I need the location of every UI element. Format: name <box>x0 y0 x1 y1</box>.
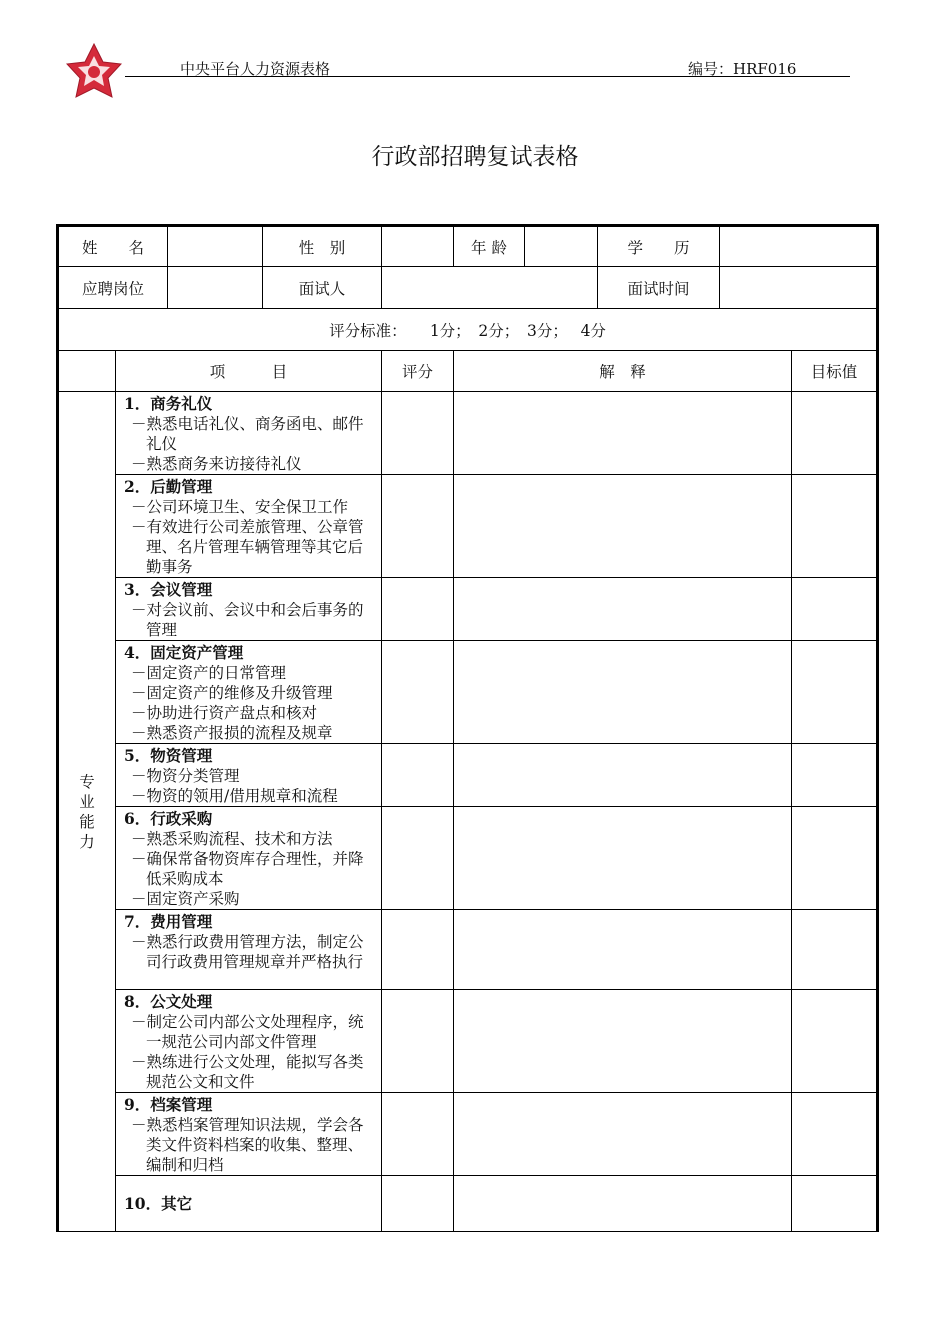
score-cell[interactable] <box>382 744 454 807</box>
category-header-blank <box>58 351 116 392</box>
item-title: 9．档案管理 <box>124 1095 213 1114</box>
item-bullet: －熟悉电话礼仪、商务函电、邮件礼仪 <box>131 415 364 453</box>
item-bullet: －固定资产的维修及升级管理 <box>131 684 333 702</box>
time-value[interactable] <box>720 267 878 309</box>
score-cell[interactable] <box>382 990 454 1093</box>
target-cell[interactable] <box>792 744 878 807</box>
column-score: 评分 <box>382 351 454 392</box>
item-bullet: －熟悉档案管理知识法规，学会各类文件资料档案的收集、整理、编制和归档 <box>131 1116 364 1174</box>
item-bullet: －公司环境卫生、安全保卫工作 <box>131 498 349 516</box>
item-title: 4．固定资产管理 <box>124 643 244 662</box>
score-cell[interactable] <box>382 807 454 910</box>
score-cell[interactable] <box>382 392 454 475</box>
explain-cell[interactable] <box>454 807 792 910</box>
item-bullet: －熟悉采购流程、技术和方法 <box>131 830 333 848</box>
item-cell <box>116 1093 382 1176</box>
item-bullet: －熟练进行公文处理，能拟写各类规范公文和文件 <box>131 1053 364 1091</box>
age-value[interactable] <box>525 226 598 267</box>
name-label: 姓 名 <box>58 226 168 267</box>
item-cell <box>116 641 382 744</box>
item-cell <box>116 807 382 910</box>
target-cell[interactable] <box>792 990 878 1093</box>
interviewer-label: 面试人 <box>263 267 382 309</box>
gender-value[interactable] <box>382 226 454 267</box>
score-cell[interactable] <box>382 578 454 641</box>
score-cell[interactable] <box>382 641 454 744</box>
item-title: 6．行政采购 <box>124 809 213 828</box>
target-cell[interactable] <box>792 1176 878 1232</box>
position-value[interactable] <box>168 267 263 309</box>
item-bullet: －物资分类管理 <box>131 767 240 785</box>
item-bullet: －熟悉行政费用管理方法，制定公司行政费用管理规章并严格执行 <box>131 933 364 971</box>
score-cell[interactable] <box>382 475 454 578</box>
explain-cell[interactable] <box>454 578 792 641</box>
item-bullet: －有效进行公司差旅管理、公章管理、名片管理车辆管理等其它后勤事务 <box>131 518 364 576</box>
column-explain: 解 释 <box>454 351 792 392</box>
target-cell[interactable] <box>792 1093 878 1176</box>
item-bullet: －物资的领用/借用规章和流程 <box>131 787 338 805</box>
item-cell <box>116 578 382 641</box>
header-code: 编号：HRF016 <box>688 60 797 78</box>
item-bullet: －确保常备物资库存合理性，并降低采购成本 <box>131 850 364 888</box>
item-bullet: －制定公司内部公文处理程序，统一规范公司内部文件管理 <box>131 1013 364 1051</box>
column-item: 项 目 <box>116 351 382 392</box>
header-org: 中央平台人力资源表格 <box>180 60 331 78</box>
item-cell <box>116 744 382 807</box>
item-bullet: －熟悉资产报损的流程及规章 <box>131 724 333 742</box>
explain-cell[interactable] <box>454 744 792 807</box>
category-label: 专业能力 <box>79 772 95 851</box>
score-cell[interactable] <box>382 1176 454 1232</box>
item-title: 7．费用管理 <box>124 912 213 931</box>
item-title: 1．商务礼仪 <box>124 394 213 413</box>
scoring-standard: 评分标准： 1分； 2分； 3分； 4分 <box>58 309 878 351</box>
item-title: 3．会议管理 <box>124 580 213 599</box>
interview-form <box>56 224 879 1232</box>
item-title: 5．物资管理 <box>124 746 213 765</box>
item-cell <box>116 910 382 990</box>
item-cell <box>116 392 382 475</box>
item-bullet: －熟悉商务来访接待礼仪 <box>131 455 302 473</box>
item-bullet: －固定资产的日常管理 <box>131 664 287 682</box>
target-cell[interactable] <box>792 578 878 641</box>
score-cell[interactable] <box>382 1093 454 1176</box>
explain-cell[interactable] <box>454 1093 792 1176</box>
gender-label: 性 别 <box>263 226 382 267</box>
item-cell <box>116 1176 382 1232</box>
header-rule <box>125 76 850 77</box>
item-cell <box>116 475 382 578</box>
explain-cell[interactable] <box>454 1176 792 1232</box>
item-title: 10．其它 <box>124 1193 193 1213</box>
age-label: 年 龄 <box>454 226 525 267</box>
company-logo <box>66 42 122 100</box>
target-cell[interactable] <box>792 641 878 744</box>
explain-cell[interactable] <box>454 990 792 1093</box>
target-cell[interactable] <box>792 807 878 910</box>
time-label: 面试时间 <box>598 267 720 309</box>
target-cell[interactable] <box>792 475 878 578</box>
item-title: 8．公文处理 <box>124 992 213 1011</box>
explain-cell[interactable] <box>454 392 792 475</box>
page-title: 行政部招聘复试表格 <box>371 144 579 170</box>
interviewer-value[interactable] <box>382 267 598 309</box>
category-cell <box>58 392 116 1232</box>
target-cell[interactable] <box>792 392 878 475</box>
explain-cell[interactable] <box>454 910 792 990</box>
education-label: 学 历 <box>598 226 720 267</box>
item-cell <box>116 990 382 1093</box>
explain-cell[interactable] <box>454 641 792 744</box>
item-bullet: －协助进行资产盘点和核对 <box>131 704 318 722</box>
item-bullet: －固定资产采购 <box>131 890 240 908</box>
score-cell[interactable] <box>382 910 454 990</box>
column-target: 目标值 <box>792 351 878 392</box>
target-cell[interactable] <box>792 910 878 990</box>
position-label: 应聘岗位 <box>58 267 168 309</box>
item-title: 2．后勤管理 <box>124 477 213 496</box>
name-value[interactable] <box>168 226 263 267</box>
explain-cell[interactable] <box>454 475 792 578</box>
item-bullet: －对会议前、会议中和会后事务的管理 <box>131 601 364 639</box>
education-value[interactable] <box>720 226 878 267</box>
